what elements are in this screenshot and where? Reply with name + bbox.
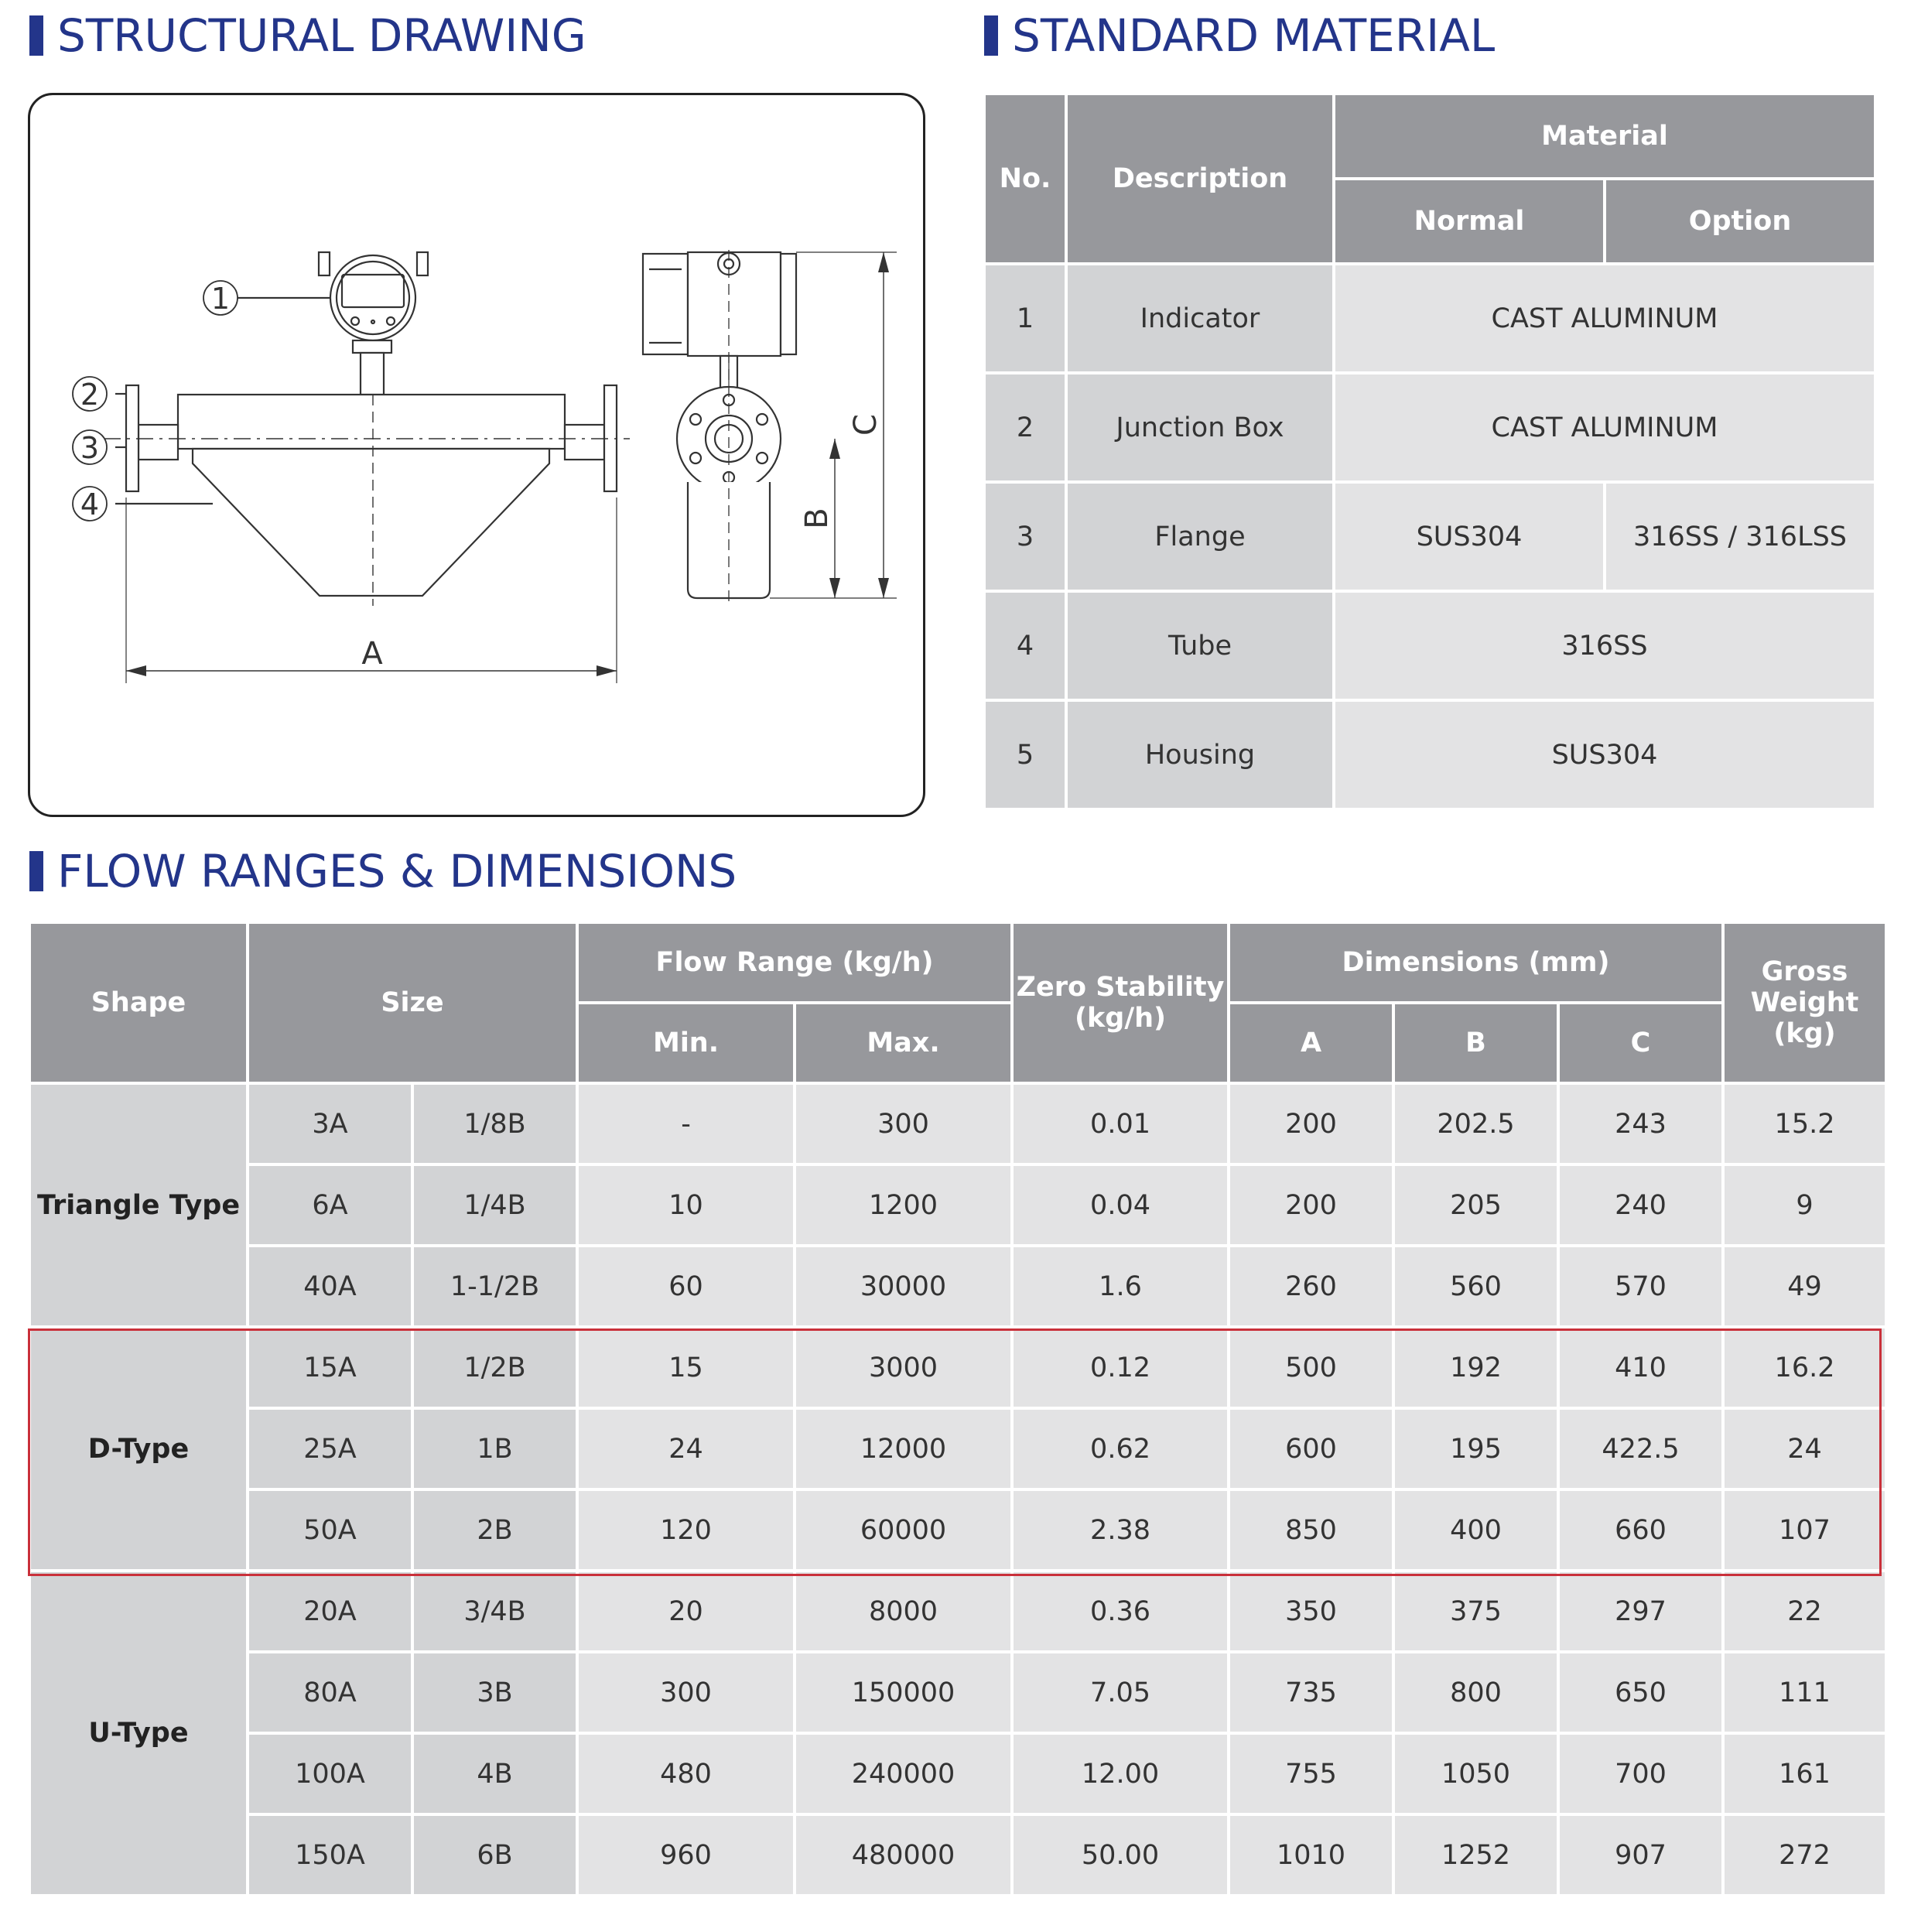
min-cell: 60 xyxy=(579,1247,793,1325)
min-cell: 120 xyxy=(579,1491,793,1569)
size-a-cell: 25A xyxy=(249,1410,411,1488)
material-description: Flange xyxy=(1068,484,1332,590)
table-row xyxy=(31,1328,1885,1407)
table-row xyxy=(31,1410,1885,1488)
dim-a-cell: 200 xyxy=(1230,1085,1392,1163)
dim-a-cell: 850 xyxy=(1230,1491,1392,1569)
zero-cell: 0.04 xyxy=(1014,1166,1227,1244)
callout-2 xyxy=(73,377,107,412)
zero-cell: 12.00 xyxy=(1014,1735,1227,1813)
min-cell: 24 xyxy=(579,1410,793,1488)
max-cell: 480000 xyxy=(796,1816,1010,1894)
size-b-cell: 3B xyxy=(414,1653,576,1732)
min-cell: 300 xyxy=(579,1653,793,1732)
material-header-normal: Normal xyxy=(1335,180,1603,262)
min-cell: 15 xyxy=(579,1328,793,1407)
dim-b-cell: 560 xyxy=(1395,1247,1557,1325)
size-b-cell: 6B xyxy=(414,1816,576,1894)
material-header-material: Material xyxy=(1335,95,1874,177)
weight-cell: 24 xyxy=(1725,1410,1885,1488)
material-table xyxy=(983,92,1877,811)
material-value: CAST ALUMINUM xyxy=(1335,374,1874,480)
callout-1 xyxy=(203,281,238,316)
title-bar-marker xyxy=(29,15,43,56)
svg-text:A: A xyxy=(361,636,383,672)
svg-text:B: B xyxy=(799,508,835,529)
dim-a-cell: 500 xyxy=(1230,1328,1392,1407)
flowmeter-drawing xyxy=(30,95,928,819)
size-b-cell: 1-1/2B xyxy=(414,1247,576,1325)
dimension-b xyxy=(770,439,897,598)
callout-3 xyxy=(73,430,107,465)
dim-c-cell: 907 xyxy=(1560,1816,1721,1894)
flow-header-size: Size xyxy=(249,924,576,1082)
material-no: 3 xyxy=(986,484,1065,590)
svg-text:4: 4 xyxy=(80,487,100,521)
dim-a-cell: 350 xyxy=(1230,1572,1392,1650)
flow-header-min: Min. xyxy=(579,1004,793,1082)
max-cell: 12000 xyxy=(796,1410,1010,1488)
size-a-cell: 50A xyxy=(249,1491,411,1569)
dim-c-cell: 700 xyxy=(1560,1735,1721,1813)
svg-text:C: C xyxy=(848,414,884,436)
material-no: 4 xyxy=(986,593,1065,699)
material-no: 1 xyxy=(986,265,1065,371)
table-row xyxy=(31,1816,1885,1894)
max-cell: 240000 xyxy=(796,1735,1010,1813)
flow-ranges-table xyxy=(28,921,1888,1897)
zero-cell: 1.6 xyxy=(1014,1247,1227,1325)
material-header-description: Description xyxy=(1068,95,1332,262)
material-row xyxy=(986,484,1874,590)
flow-header-flow-range: Flow Range (kg/h) xyxy=(579,924,1010,1001)
zero-cell: 2.38 xyxy=(1014,1491,1227,1569)
material-description: Indicator xyxy=(1068,265,1332,371)
flow-header-b: B xyxy=(1395,1004,1557,1082)
dim-c-cell: 240 xyxy=(1560,1166,1721,1244)
dim-a-cell: 260 xyxy=(1230,1247,1392,1325)
dim-a-cell: 755 xyxy=(1230,1735,1392,1813)
max-cell: 3000 xyxy=(796,1328,1010,1407)
material-value: CAST ALUMINUM xyxy=(1335,265,1874,371)
svg-text:1: 1 xyxy=(210,282,231,316)
dim-c-cell: 570 xyxy=(1560,1247,1721,1325)
shape-cell: D-Type xyxy=(31,1328,246,1569)
zero-cell: 0.62 xyxy=(1014,1410,1227,1488)
dim-b-cell: 1050 xyxy=(1395,1735,1557,1813)
material-normal: SUS304 xyxy=(1335,484,1603,590)
flow-header-a: A xyxy=(1230,1004,1392,1082)
max-cell: 1200 xyxy=(796,1166,1010,1244)
material-description: Housing xyxy=(1068,702,1332,808)
size-a-cell: 20A xyxy=(249,1572,411,1650)
dim-b-cell: 195 xyxy=(1395,1410,1557,1488)
flow-header-max: Max. xyxy=(796,1004,1010,1082)
zero-cell: 0.12 xyxy=(1014,1328,1227,1407)
transmitter-head-front xyxy=(319,252,428,395)
meter-side-view xyxy=(643,250,796,606)
max-cell: 60000 xyxy=(796,1491,1010,1569)
min-cell: 10 xyxy=(579,1166,793,1244)
material-row xyxy=(986,702,1874,808)
material-value: 316SS xyxy=(1335,593,1874,699)
material-description: Tube xyxy=(1068,593,1332,699)
structural-drawing-title: STRUCTURAL DRAWING xyxy=(29,13,586,58)
dim-c-cell: 410 xyxy=(1560,1328,1721,1407)
title-bar-marker xyxy=(984,15,998,56)
max-cell: 150000 xyxy=(796,1653,1010,1732)
material-value: SUS304 xyxy=(1335,702,1874,808)
dim-c-cell: 243 xyxy=(1560,1085,1721,1163)
size-a-cell: 40A xyxy=(249,1247,411,1325)
callout-4 xyxy=(73,487,107,521)
material-description: Junction Box xyxy=(1068,374,1332,480)
material-header-option: Option xyxy=(1606,180,1874,262)
material-option: 316SS / 316LSS xyxy=(1606,484,1874,590)
material-no: 5 xyxy=(986,702,1065,808)
dim-b-cell: 375 xyxy=(1395,1572,1557,1650)
max-cell: 30000 xyxy=(796,1247,1010,1325)
size-b-cell: 2B xyxy=(414,1491,576,1569)
shape-cell: Triangle Type xyxy=(31,1085,246,1325)
size-a-cell: 15A xyxy=(249,1328,411,1407)
table-row xyxy=(31,1491,1885,1569)
dim-b-cell: 205 xyxy=(1395,1166,1557,1244)
flow-header-c: C xyxy=(1560,1004,1721,1082)
size-b-cell: 1/2B xyxy=(414,1328,576,1407)
dim-c-cell: 297 xyxy=(1560,1572,1721,1650)
flow-ranges-title: FLOW RANGES & DIMENSIONS xyxy=(29,849,737,894)
size-a-cell: 150A xyxy=(249,1816,411,1894)
weight-cell: 9 xyxy=(1725,1166,1885,1244)
weight-cell: 49 xyxy=(1725,1247,1885,1325)
dim-b-cell: 1252 xyxy=(1395,1816,1557,1894)
material-row xyxy=(986,265,1874,371)
title-bar-marker xyxy=(29,851,43,891)
table-row xyxy=(31,1735,1885,1813)
dim-c-cell: 422.5 xyxy=(1560,1410,1721,1488)
table-row xyxy=(31,1653,1885,1732)
material-no: 2 xyxy=(986,374,1065,480)
flow-header-shape: Shape xyxy=(31,924,246,1082)
size-a-cell: 80A xyxy=(249,1653,411,1732)
zero-cell: 50.00 xyxy=(1014,1816,1227,1894)
min-cell: 20 xyxy=(579,1572,793,1650)
size-b-cell: 1B xyxy=(414,1410,576,1488)
dim-b-cell: 400 xyxy=(1395,1491,1557,1569)
dim-c-cell: 660 xyxy=(1560,1491,1721,1569)
dim-a-cell: 735 xyxy=(1230,1653,1392,1732)
flow-header-dimensions: Dimensions (mm) xyxy=(1230,924,1721,1001)
svg-text:2: 2 xyxy=(80,378,100,412)
flow-header-zero-stability: Zero Stability (kg/h) xyxy=(1014,924,1227,1082)
weight-cell: 111 xyxy=(1725,1653,1885,1732)
material-header-no: No. xyxy=(986,95,1065,262)
table-row xyxy=(31,1247,1885,1325)
shape-cell: U-Type xyxy=(31,1572,246,1894)
dim-a-cell: 600 xyxy=(1230,1410,1392,1488)
min-cell: 480 xyxy=(579,1735,793,1813)
dim-c-cell: 650 xyxy=(1560,1653,1721,1732)
dim-a-cell: 200 xyxy=(1230,1166,1392,1244)
size-a-cell: 6A xyxy=(249,1166,411,1244)
size-b-cell: 4B xyxy=(414,1735,576,1813)
size-a-cell: 100A xyxy=(249,1735,411,1813)
max-cell: 300 xyxy=(796,1085,1010,1163)
meter-body-front xyxy=(104,385,630,606)
dim-a-cell: 1010 xyxy=(1230,1816,1392,1894)
table-row xyxy=(31,1085,1885,1163)
weight-cell: 15.2 xyxy=(1725,1085,1885,1163)
table-row xyxy=(31,1572,1885,1650)
dim-b-cell: 800 xyxy=(1395,1653,1557,1732)
weight-cell: 161 xyxy=(1725,1735,1885,1813)
max-cell: 8000 xyxy=(796,1572,1010,1650)
min-cell: - xyxy=(579,1085,793,1163)
size-b-cell: 1/8B xyxy=(414,1085,576,1163)
weight-cell: 22 xyxy=(1725,1572,1885,1650)
weight-cell: 272 xyxy=(1725,1816,1885,1894)
min-cell: 960 xyxy=(579,1816,793,1894)
dim-b-cell: 202.5 xyxy=(1395,1085,1557,1163)
zero-cell: 0.36 xyxy=(1014,1572,1227,1650)
zero-cell: 0.01 xyxy=(1014,1085,1227,1163)
material-row xyxy=(986,593,1874,699)
material-row xyxy=(986,374,1874,480)
table-row xyxy=(31,1166,1885,1244)
zero-cell: 7.05 xyxy=(1014,1653,1227,1732)
size-b-cell: 3/4B xyxy=(414,1572,576,1650)
dimension-c xyxy=(796,252,897,598)
weight-cell: 107 xyxy=(1725,1491,1885,1569)
structural-drawing-panel xyxy=(28,93,925,817)
size-b-cell: 1/4B xyxy=(414,1166,576,1244)
flow-header-gross-weight: Gross Weight (kg) xyxy=(1725,924,1885,1082)
weight-cell: 16.2 xyxy=(1725,1328,1885,1407)
size-a-cell: 3A xyxy=(249,1085,411,1163)
standard-material-title: STANDARD MATERIAL xyxy=(984,13,1495,58)
svg-text:3: 3 xyxy=(80,431,100,465)
dim-b-cell: 192 xyxy=(1395,1328,1557,1407)
